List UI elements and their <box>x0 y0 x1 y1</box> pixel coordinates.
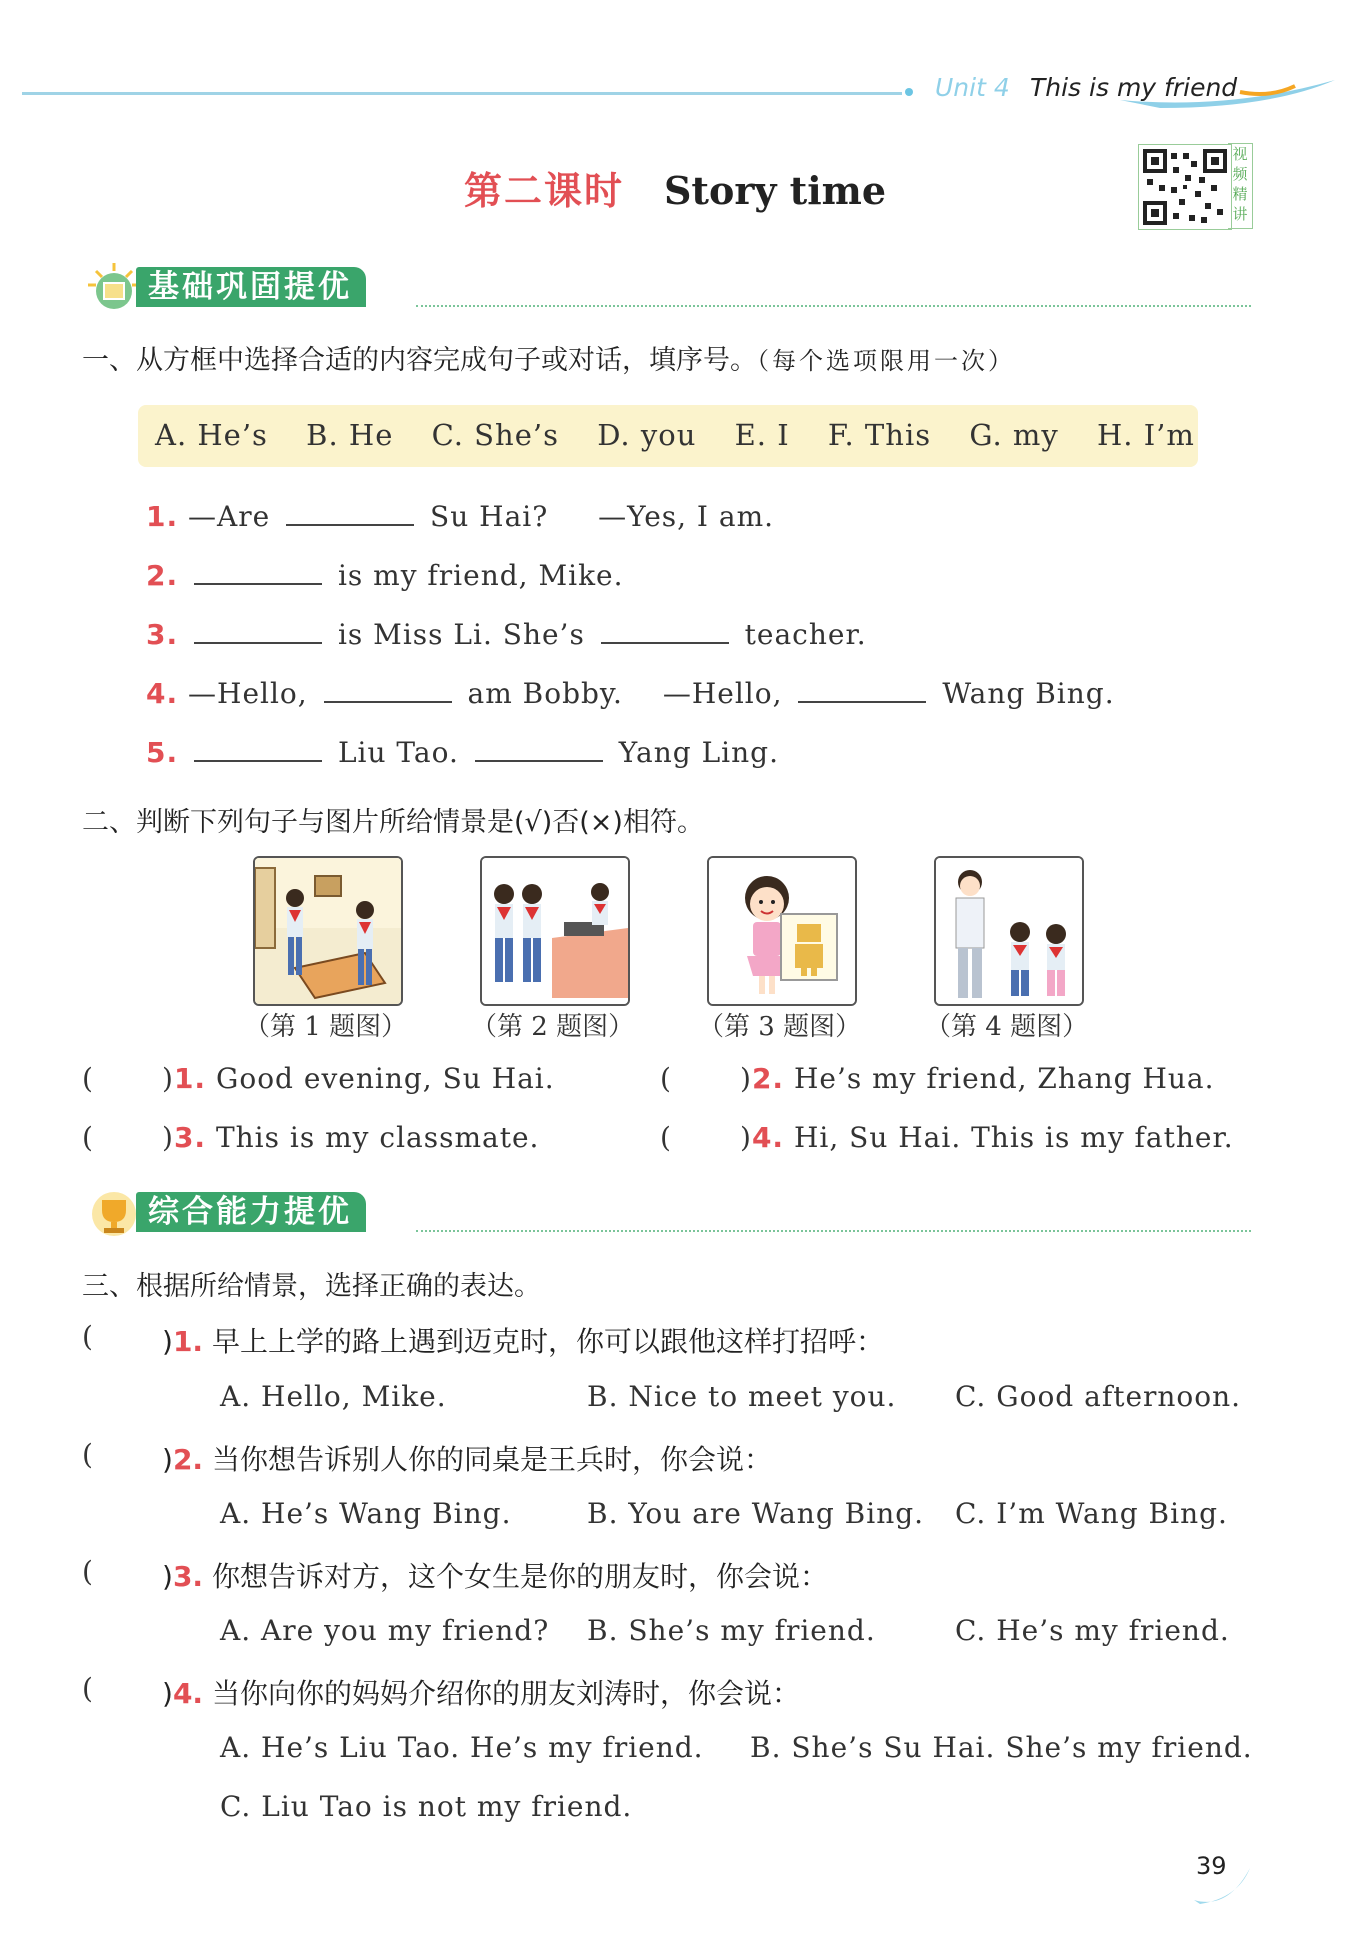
option-e: E. I <box>734 418 790 452</box>
q3-item-4-option-a: A. He’s Liu Tao. He’s my friend. <box>220 1731 704 1764</box>
q3-item-4-option-c: C. Liu Tao is not my friend. <box>220 1790 633 1823</box>
q1-item-5-text-b: Liu Tao. <box>337 736 459 769</box>
q2-item-4 <box>740 1121 1234 1154</box>
answer-blank[interactable] <box>601 620 729 644</box>
q1-item-4-text-a: —Hello, <box>188 677 308 710</box>
picture-3-caption: （第 3 题图） <box>698 1012 862 1042</box>
q3-item-3-number: 3. <box>172 1560 204 1593</box>
answer-paren-open[interactable]: ( <box>82 1320 93 1353</box>
option-a: A. He’s <box>155 418 268 452</box>
q1-item-4-number: 4. <box>146 677 179 710</box>
q1-item-5-number: 5. <box>146 736 179 769</box>
lesson-title-en: Story time <box>663 168 887 213</box>
answer-blank[interactable] <box>286 502 414 526</box>
q1-item-2-text-b: is my friend, Mike. <box>337 559 624 592</box>
q1-item-1-text-a: —Are <box>188 500 271 533</box>
q3-item-3-option-c: C. He’s my friend. <box>955 1614 1230 1647</box>
q2-item-1-number: 1. <box>173 1062 207 1095</box>
q3-item-1 <box>162 1320 884 1360</box>
q3-item-3-option-b: B. She’s my friend. <box>587 1614 876 1647</box>
q1-item-3-text-c: teacher. <box>744 618 867 651</box>
q1-item-1-text-b: Su Hai? <box>430 500 549 533</box>
q1-item-3-number: 3. <box>146 618 179 651</box>
answer-paren-open[interactable]: ( <box>660 1121 671 1154</box>
unit-label: Unit 4 <box>935 73 1010 102</box>
q3-item-1-number: 1. <box>172 1325 204 1358</box>
page-number: 39 <box>1196 1852 1227 1880</box>
q2-item-3 <box>162 1121 539 1154</box>
q3-item-3-text: 你想告诉对方，这个女生是你的朋友时，你会说： <box>211 1560 828 1593</box>
q3-item-1-text: 早上上学的路上遇到迈克时，你可以跟他这样打招呼： <box>211 1325 884 1358</box>
answer-blank[interactable] <box>194 738 322 762</box>
answer-paren-close: ) <box>740 1121 752 1154</box>
q3-item-2-text: 当你想告诉别人你的同桌是王兵时，你会说： <box>211 1443 772 1476</box>
q1-item-5 <box>146 736 779 769</box>
q3-title: 三、根据所给情景，选择正确的表达。 <box>82 1271 541 1302</box>
q1-item-5-text-c: Yang Ling. <box>618 736 779 769</box>
q2-item-4-text: Hi, Su Hai. This is my father. <box>793 1121 1234 1154</box>
answer-paren-close: ) <box>162 1443 173 1476</box>
picture-4-father-and-children <box>934 856 1084 1006</box>
q1-item-4 <box>146 677 1115 710</box>
header-rule <box>22 92 902 95</box>
trophy-badge-icon <box>86 1186 142 1238</box>
q3-item-3 <box>162 1555 828 1595</box>
answer-paren-close: ) <box>740 1062 752 1095</box>
sun-badge-icon <box>86 261 142 313</box>
answer-paren-close: ) <box>162 1560 173 1593</box>
q1-item-4-text-b: am Bobby. <box>467 677 623 710</box>
q3-item-1-option-b: B. Nice to meet you. <box>587 1380 897 1413</box>
q1-item-2 <box>146 559 624 592</box>
banner-dotted-rule <box>416 305 1251 307</box>
option-h: H. I’m <box>1097 418 1195 452</box>
q2-item-4-number: 4. <box>751 1121 785 1154</box>
q3-item-4 <box>162 1672 800 1712</box>
option-c: C. She’s <box>431 418 559 452</box>
q2-item-3-number: 3. <box>173 1121 207 1154</box>
answer-paren-open[interactable]: ( <box>660 1062 671 1095</box>
picture-2-caption: （第 2 题图） <box>471 1012 635 1042</box>
q2-item-2-number: 2. <box>751 1062 785 1095</box>
lesson-title-cn: 第二课时 <box>463 168 624 213</box>
q3-item-4-number: 4. <box>172 1677 204 1710</box>
answer-paren-close: ) <box>162 1677 173 1710</box>
q3-item-1-option-c: C. Good afternoon. <box>955 1380 1242 1413</box>
picture-1-caption: （第 1 题图） <box>244 1012 408 1042</box>
q3-item-2-option-c: C. I’m Wang Bing. <box>955 1497 1228 1530</box>
section-banner-basic <box>86 265 1251 309</box>
option-f: F. This <box>827 418 932 452</box>
option-d: D. you <box>597 418 697 452</box>
answer-blank[interactable] <box>798 679 926 703</box>
option-b: B. He <box>306 418 394 452</box>
banner-dotted-rule <box>416 1230 1251 1232</box>
answer-paren-close: ) <box>162 1325 173 1358</box>
q2-item-2-text: He’s my friend, Zhang Hua. <box>793 1062 1215 1095</box>
q1-title <box>82 338 1015 377</box>
q1-note: （每个选项限用一次） <box>757 347 1015 375</box>
q1-item-2-number: 2. <box>146 559 179 592</box>
header-dot <box>905 88 913 96</box>
answer-blank[interactable] <box>475 738 603 762</box>
q1-item-4-text-c: —Hello, <box>662 677 783 710</box>
answer-blank[interactable] <box>194 620 322 644</box>
answer-paren-open[interactable]: ( <box>82 1672 93 1705</box>
section-banner-comprehensive <box>86 1190 1251 1234</box>
option-g: G. my <box>969 418 1059 452</box>
options-list <box>155 418 1195 452</box>
qr-code-icon[interactable] <box>1138 144 1232 230</box>
section-banner-basic-label: 基础巩固提优 <box>136 267 366 307</box>
q2-item-3-text: This is my classmate. <box>215 1121 540 1154</box>
q3-item-4-text: 当你向你的妈妈介绍你的朋友刘涛时，你会说： <box>211 1677 800 1710</box>
qr-label: 视频精讲 <box>1228 143 1253 229</box>
q3-item-2-option-a: A. He’s Wang Bing. <box>220 1497 512 1530</box>
q1-item-1 <box>146 500 774 533</box>
q1-item-1-number: 1. <box>146 500 179 533</box>
picture-3-girl-with-robot <box>707 856 857 1006</box>
answer-paren-open[interactable]: ( <box>82 1555 93 1588</box>
answer-paren-open[interactable]: ( <box>82 1062 93 1095</box>
picture-2-boys-and-teacher <box>480 856 630 1006</box>
q3-item-2-number: 2. <box>172 1443 204 1476</box>
answer-paren-open[interactable]: ( <box>82 1121 93 1154</box>
q3-item-3-option-a: A. Are you my friend? <box>220 1614 550 1647</box>
q1-item-3-text-b: is Miss Li. She’s <box>337 618 585 651</box>
q2-item-1 <box>162 1062 555 1095</box>
q1-item-3 <box>146 618 867 651</box>
q3-item-2 <box>162 1438 772 1478</box>
unit-title: This is my friend <box>1030 73 1238 102</box>
answer-paren-open[interactable]: ( <box>82 1438 93 1471</box>
picture-4-caption: （第 4 题图） <box>925 1012 1089 1042</box>
q1-item-4-text-d: Wang Bing. <box>942 677 1115 710</box>
answer-blank[interactable] <box>194 561 322 585</box>
answer-paren-close: ) <box>162 1062 174 1095</box>
answer-blank[interactable] <box>324 679 452 703</box>
q1-item-1-text-c: —Yes, I am. <box>598 500 775 533</box>
q3-item-1-option-a: A. Hello, Mike. <box>220 1380 447 1413</box>
q1-title-text: 一、从方框中选择合适的内容完成句子或对话，填序号。 <box>82 345 757 376</box>
q3-item-2-option-b: B. You are Wang Bing. <box>587 1497 925 1530</box>
q3-item-4-option-b: B. She’s Su Hai. She’s my friend. <box>750 1731 1253 1764</box>
q2-title: 二、判断下列句子与图片所给情景是(√)否(×)相符。 <box>82 807 704 838</box>
picture-1-classroom <box>253 856 403 1006</box>
section-banner-comprehensive-label: 综合能力提优 <box>136 1192 366 1232</box>
header-swoosh-icon <box>1120 78 1340 114</box>
answer-paren-close: ) <box>162 1121 174 1154</box>
q2-item-1-text: Good evening, Su Hai. <box>215 1062 555 1095</box>
q2-item-2 <box>740 1062 1215 1095</box>
